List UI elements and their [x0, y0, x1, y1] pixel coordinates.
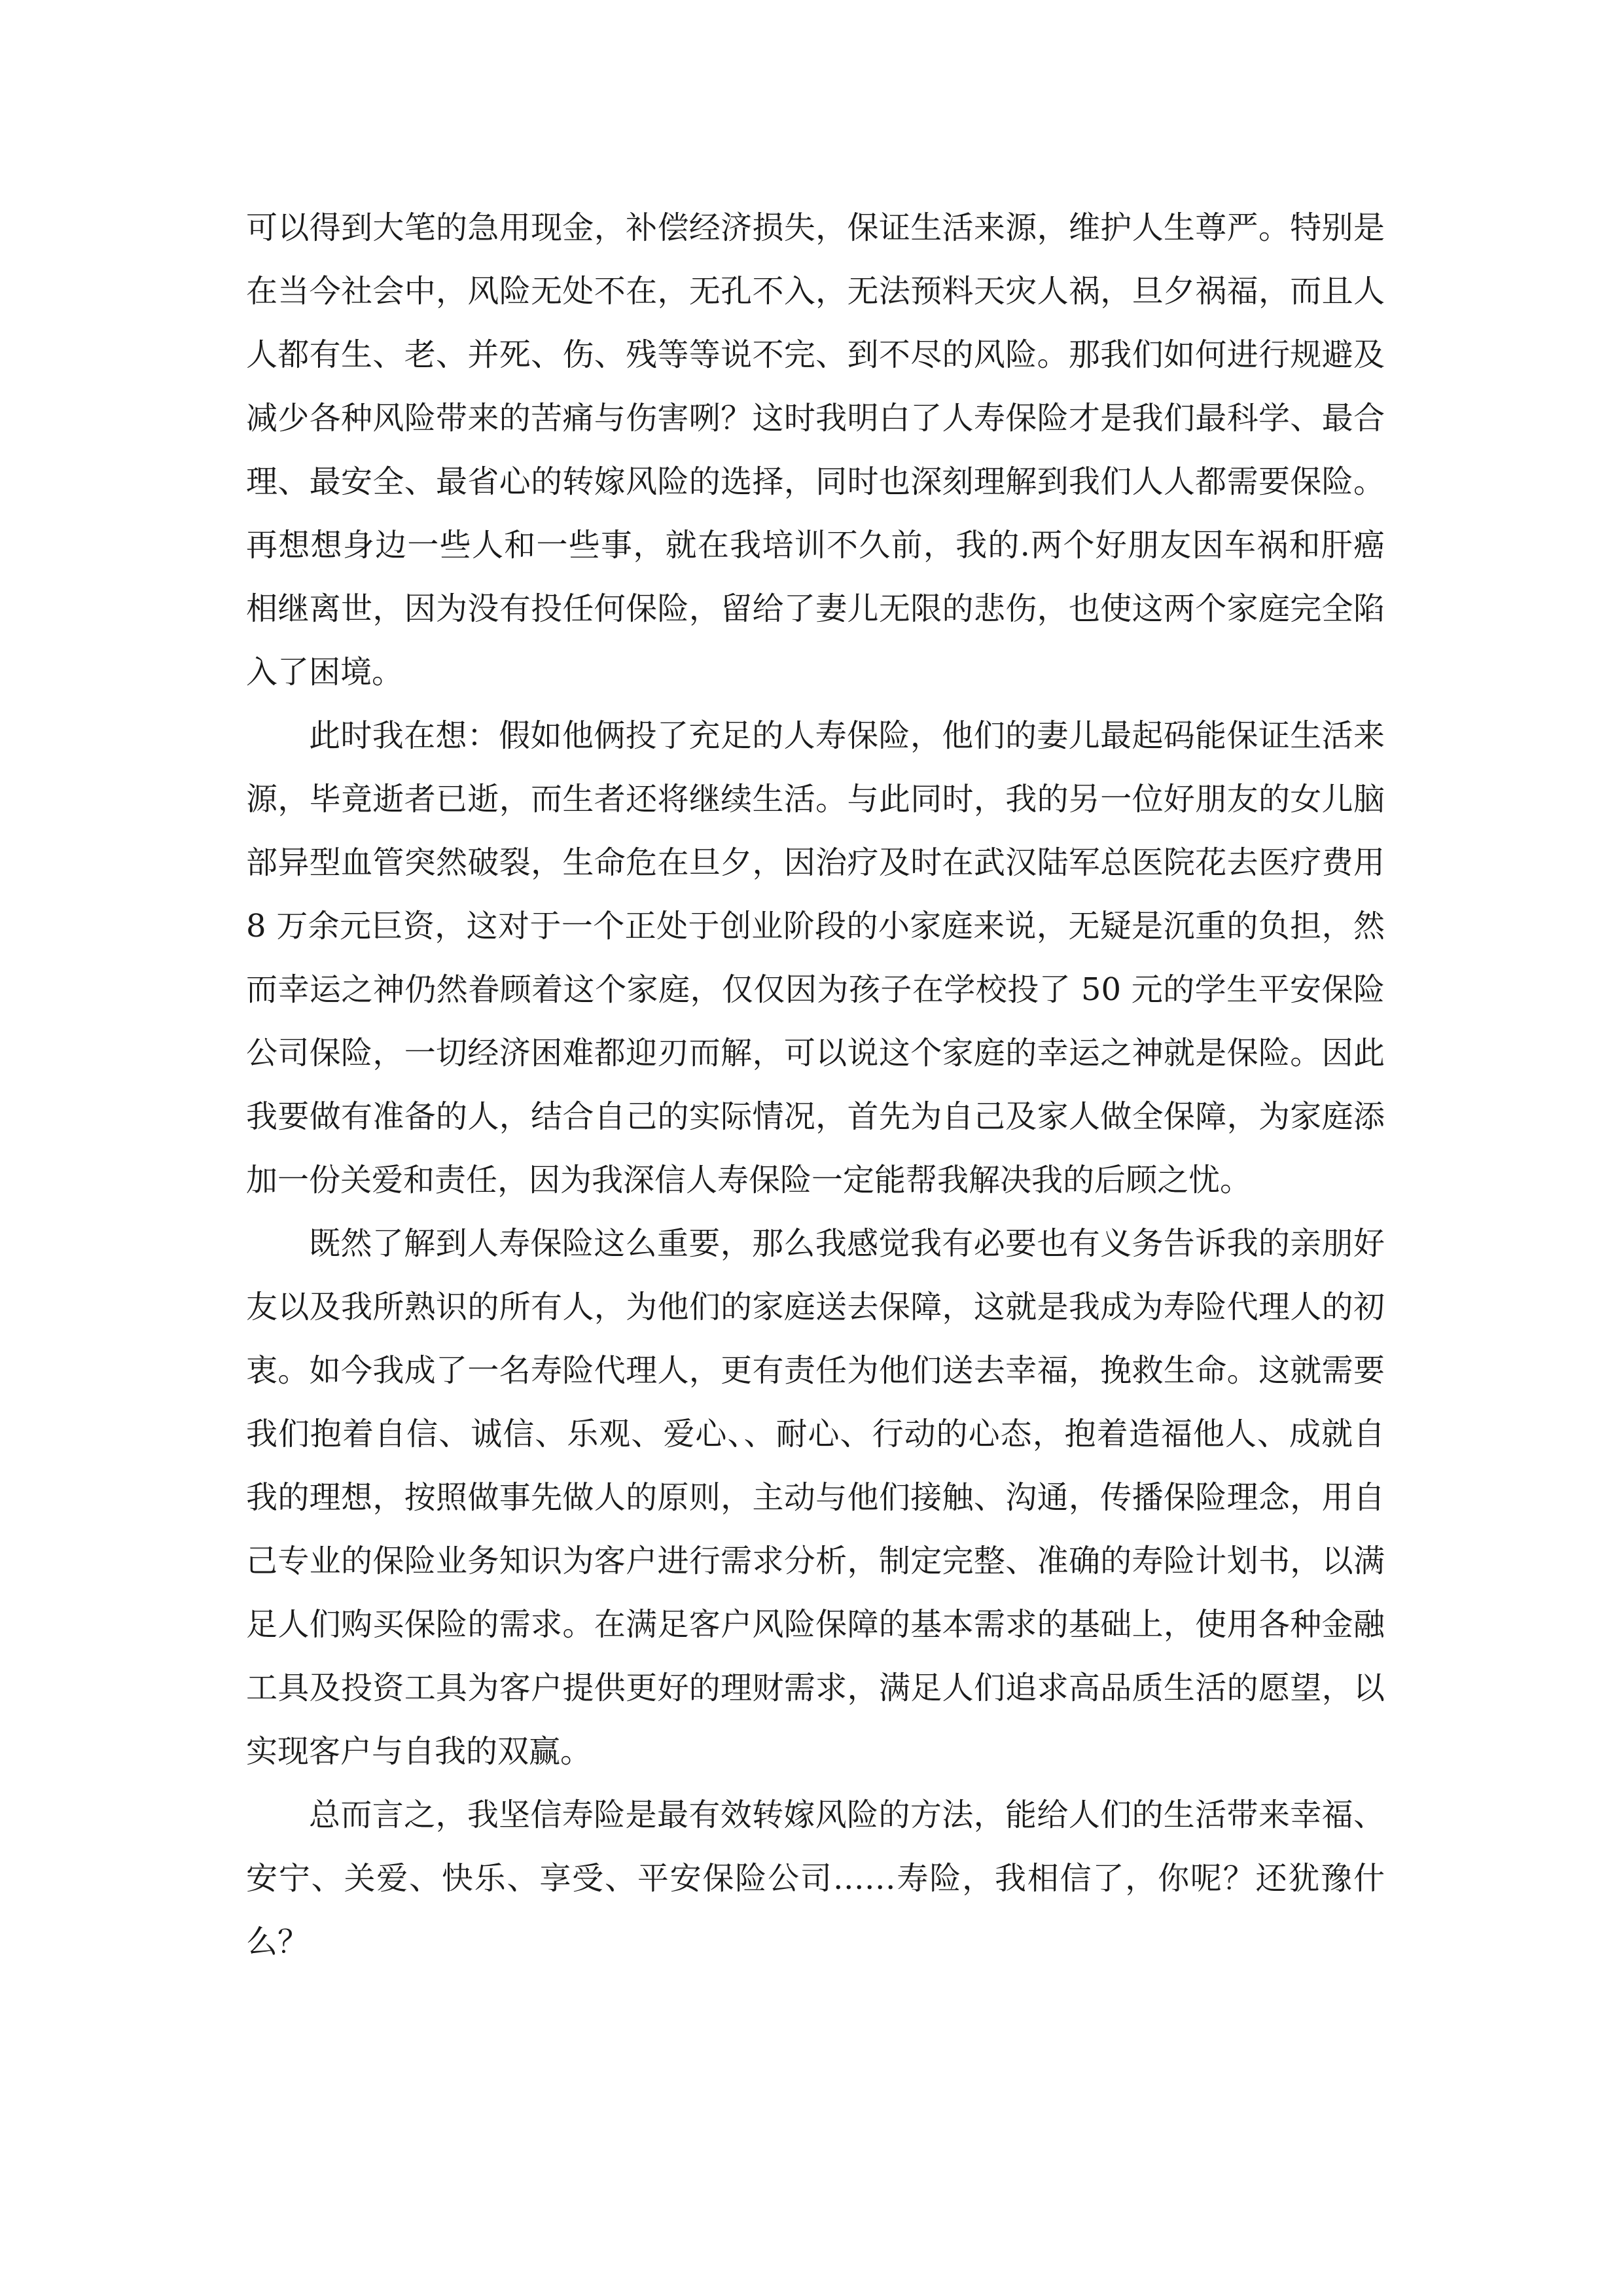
- paragraph: 此时我在想：假如他俩投了充足的人寿保险，他们的妻儿最起码能保证生活来源，毕竟逝者已逝，而生者还将继续生活。与此同时，我的另一位好朋友的女儿脑部异型血管突然破裂，生命危在旦夕，因治疗及时在武汉陆军总医院花去医疗费用 8 万余元巨资，这对于一个正处于创业阶段的小家庭来说，无疑是沉重的负担，然而幸运之神仍然眷顾着这个家庭，仅仅因为孩子在学校投了 50 元的学生平安保险公司保险，一切经济困难都迎刃而解，可以说这个家庭的幸运之神就是保险。因此我要做有准备的人，结合自己的实际情况，首先为自己及家人做全保障，为家庭添加一份关爱和责任，因为我深信人寿保险一定能帮我解决我的后顾之忧。: [246, 717, 1385, 1198]
- paragraph-continuation: 可以得到大笔的急用现金，补偿经济损失，保证生活来源，维护人生尊严。特别是在当今社会中，风险无处不在，无孔不入，无法预料天灾人祸，旦夕祸福，而且人人都有生、老、并死、伤、残等等说不完、到不尽的风险。那我们如何进行规避及减少各种风险带来的苦痛与伤害咧？这时我明白了人寿保险才是我们最科学、最合理、最安全、最省心的转嫁风险的选择，同时也深刻理解到我们人人都需要保险。再想想身边一些人和一些事，就在我培训不久前，我的.两个好朋友因车祸和肝癌相继离世，因为没有投任何保险，留给了妻儿无限的悲伤，也使这两个家庭完全陷入了困境。: [246, 209, 1385, 691]
- paragraph: 既然了解到人寿保险这么重要，那么我感觉我有必要也有义务告诉我的亲朋好友以及我所熟识的所有人，为他们的家庭送去保障，这就是我成为寿险代理人的初衷。如今我成了一名寿险代理人，更有责任为他们送去幸福，挽救生命。这就需要我们抱着自信、诚信、乐观、爱心、、耐心、行动的心态，抱着造福他人、成就自我的理想，按照做事先做人的原则，主动与他们接触、沟通，传播保险理念，用自己专业的保险业务知识为客户进行需求分析，制定完整、准确的寿险计划书，以满足人们购买保险的需求。在满足客户风险保障的基本需求的基础上，使用各种金融工具及投资工具为客户提供更好的理财需求，满足人们追求高品质生活的愿望，以实现客户与自我的双赢。: [246, 1225, 1385, 1770]
- document-body: [246, 196, 1385, 1974]
- paragraph: 总而言之，我坚信寿险是最有效转嫁风险的方法，能给人们的生活带来幸福、安宁、关爱、快乐、享受、平安保险公司……寿险，我相信了，你呢？还犹豫什么？: [246, 1797, 1385, 1960]
